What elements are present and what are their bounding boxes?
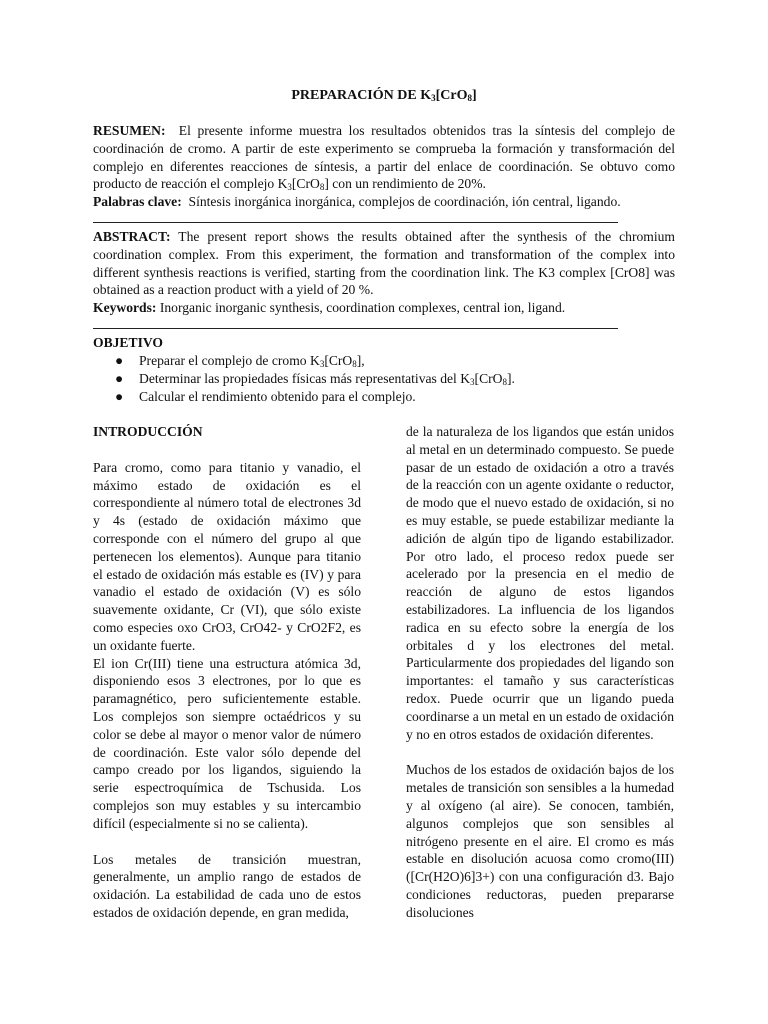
section-divider xyxy=(93,222,618,223)
list-item-text: ]. xyxy=(507,370,515,386)
list-item xyxy=(93,352,515,370)
left-column xyxy=(93,423,361,922)
list-item-text: Calcular el rendimiento obtenido para el complejo. xyxy=(139,388,416,404)
list-item-subscript: 8 xyxy=(502,376,507,387)
intro-paragraph-1: Para cromo, como para titanio y vanadio, el máximo estado de oxidación es el correspondiente al número total de electrones 3d y 4s (estado de oxidación máximo que corresponde con el número del grupo al que pertenecen los elementos). Aunque para titanio el estado de oxidación más estable es (IV) y para vanadio el estado de oxidación (V) es sólo suavemente oxidante, Cr (VI), que sólo existe como especies oxo CrO3, CrO42- y CrO2F2, es un oxidante fuerte. xyxy=(93,459,361,653)
intro-paragraph-4: de la naturaleza de los ligandos que están unidos al metal en un determinado compuesto. Se puede pasar de un estado de oxidación a otro a través de la reacción con un agente oxidante o reductor, de modo que el nuevo estado de oxidación, si no es muy estable, se puede estabilizar mediante la adición de algún tipo de ligando estabilizador. Por otro lado, el proceso redox puede ser acelerado por la presencia en el medio de reacción de alguno de estos ligandos estabilizadores. La influencia de los ligandos radica en su efecto sobre la energía de los orbitales d y los electrones del metal. Particularmente dos propiedades del ligando son importantes: el tamaño y sus características redox. Puede ocurrir que un ligando pueda coordinarse a un metal en un estado de oxidación y no en otros estados de oxidación diferentes. xyxy=(406,424,675,742)
resumen-text-2: [CrO xyxy=(291,176,320,192)
list-item xyxy=(93,370,515,388)
resumen-section xyxy=(93,122,675,211)
keywords-text: Inorganic inorganic synthesis, coordination complexes, central ion, ligand. xyxy=(159,300,566,316)
title-text: PREPARACIÓN DE K xyxy=(291,88,432,103)
page-title xyxy=(0,87,768,105)
bullet-icon: ● xyxy=(115,388,124,404)
list-item-subscript: 3 xyxy=(319,359,325,369)
title-text-end: ] xyxy=(471,88,477,103)
resumen-label: RESUMEN: xyxy=(93,123,166,138)
bullet-icon: ● xyxy=(115,370,124,386)
palabras-clave-label: Palabras clave: xyxy=(93,194,182,210)
title-subscript-3: 3 xyxy=(431,93,436,103)
list-item-text: Determinar las propiedades físicas más representativas del K xyxy=(139,370,471,386)
intro-paragraph-5: Muchos de los estados de oxidación bajos de los metales de transición son sensibles a la humedad y al oxígeno (al aire). Se conocen, también, algunos complejos que son sensibles al nitrógeno presente en el aire. El cromo es más estable en disolución acuosa como cromo(III) ([Cr(H2O)6]3+) con una configuración d3. Bajo condiciones reductoras, pueden prepararse disoluciones xyxy=(406,762,674,920)
objetivo-heading: OBJETIVO xyxy=(93,335,163,350)
abstract-section xyxy=(93,228,675,317)
abstract-text: The present report shows the results obtained after the synthesis of the chromium coordination complex. From this experiment, the formation and transformation of the complex into different synthesis reactions is verified, starting from the coordination link. The K3 complex [CrO8] was obtained as a reaction product with a yield of 20 %. xyxy=(93,229,676,298)
palabras-clave-text: Síntesis inorgánica inorgánica, complejos de coordinación, ión central, ligando. xyxy=(188,194,621,210)
introduccion-heading: INTRODUCCIÓN xyxy=(93,424,203,439)
title-subscript-8: 8 xyxy=(467,93,472,103)
bullet-icon: ● xyxy=(115,353,124,368)
list-item-text: ], xyxy=(356,353,365,368)
list-item-subscript: 8 xyxy=(352,359,357,369)
resumen-text: El presente informe muestra los resultados obtenidos tras la síntesis del complejo de coordinación de cromo. A partir de este experimento se comprueba la formación y transformación del complejo en diferentes reacciones de síntesis, a partir del enlace de coordinación. Se obtuvo como producto de reacción el complejo K xyxy=(93,123,675,192)
resumen-text-3: ] con un rendimiento de 20%. xyxy=(324,176,486,192)
list-item xyxy=(93,388,515,406)
resumen-subscript-8: 8 xyxy=(319,182,325,193)
list-item-text: [CrO xyxy=(474,370,503,386)
list-item-subscript: 3 xyxy=(470,376,475,387)
intro-paragraph-2: El ion Cr(III) tiene una estructura atómica 3d, disponiendo esos 3 electrones, por lo que es paramagnético, pero suficientemente estable. Los complejos son siempre octaédricos y su color se debe al mayor o menor valor de número de coordinación. Este valor sólo depende del campo creado por los ligandos, siguiendo la serie espectroquímica de Tschusida. Los complejos son muy estables y su intercambio difícil (especialmente si no se calienta). xyxy=(93,655,361,831)
objetivo-list xyxy=(93,352,515,405)
right-column xyxy=(406,423,674,922)
keywords-label: Keywords: xyxy=(93,300,157,316)
section-divider xyxy=(93,328,618,329)
title-text-mid: [CrO xyxy=(435,88,468,103)
list-item-text: Preparar el complejo de cromo K xyxy=(139,353,320,368)
list-item-text: [CrO xyxy=(324,353,353,368)
abstract-label: ABSTRACT: xyxy=(93,229,171,244)
intro-paragraph-3: Los metales de transición muestran, generalmente, un amplio rango de estados de oxidación. La estabilidad de cada uno de estos estados de oxidación depende, en gran medida, xyxy=(93,851,361,920)
resumen-subscript-3: 3 xyxy=(287,182,292,193)
